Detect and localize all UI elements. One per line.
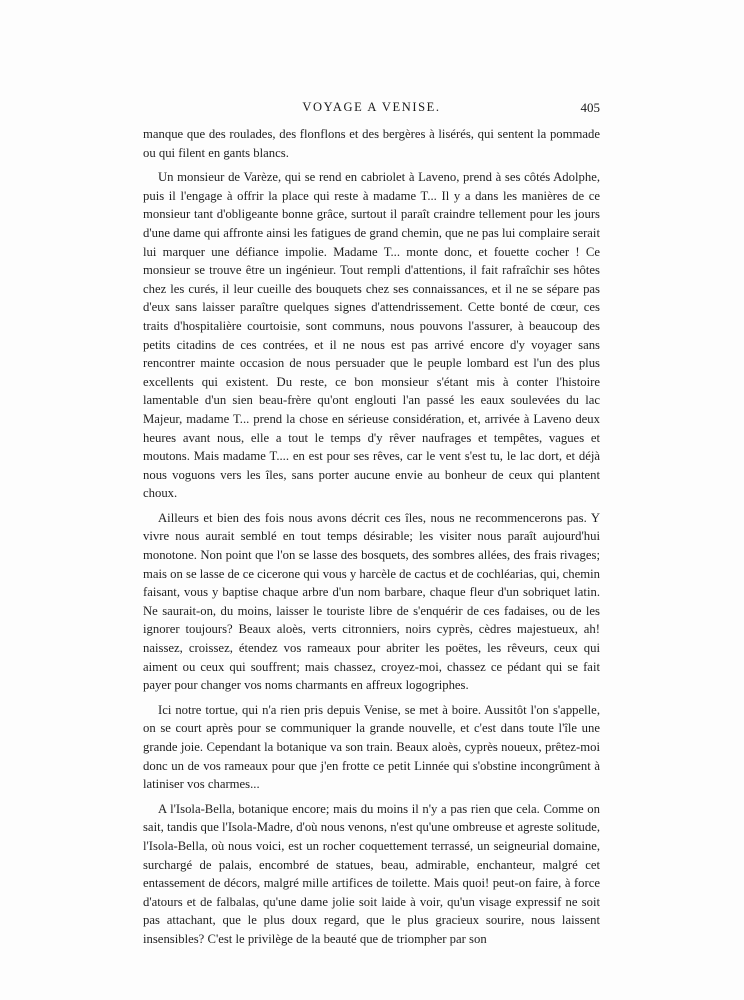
paragraph: Ici notre tortue, qui n'a rien pris depuis Venise, se met à boire. Aussitôt l'on s'appelle, on se court après pour se communiquer la grande nouvelle, et c'est dans toute l'île une grande joie. Cependant la botanique va son train. Beaux aloès, cyprès noueux, prêtez-moi donc un de vos rameaux pour que j'en frotte ce petit Linnée qui s'obstine incongrûment à latiniser vos charmes... — [143, 702, 600, 792]
running-title: VOYAGE A VENISE. — [302, 100, 441, 114]
paragraph: A l'Isola-Bella, botanique encore; mais du moins il n'y a pas rien que cela. Comme on sait, tandis que l'Isola-Madre, d'où nous venons, n'est qu'une ombreuse et agreste solitude, l'Isola-Bella, où nous voici, est un rocher coquettement terrassé, un seigneurial domaine, surchargé de palais, encombré de statues, beau, admirable, enchanteur, malgré cet entassement de décors, malgré mille artifices de toilette. Mais quoi! peut-on faire, à force d'atours et de falbalas, qu'une dame jolie soit laide à voir, qu'un visage expressif ne soit pas attachant, que le plus doux regard, que le plus gracieux sourire, nous laissent insensibles? C'est le privilège de la beauté que de triompher par son — [143, 801, 600, 946]
paragraph: Ailleurs et bien des fois nous avons décrit ces îles, nous ne recommencerons pas. Y vivre nous aurait semblé en tout temps désirable; les visiter nous paraît aujourd'hui monotone. Non point que l'on se lasse des bosquets, des sombres allées, des frais rivages; mais on se lasse de ce cicerone qui vous y harcèle de cactus et de cochléarias, qui, chemin faisant, vous y baptise chaque arbre d'un nom barbare, chaque fleur d'un sobriquet latin. Ne saurait-on, du moins, laisser le touriste libre de s'enquérir de ces fadaises, ou de les ignorer toujours? Beaux aloès, verts citronniers, noirs cyprès, cèdres majestueux, ah! naissez, croissez, étendez vos rameaux pour abriter les poëtes, les rêveurs, ceux qui aiment ou ceux qui souffrent; mais chassez, croyez-moi, chassez ce pédant qui se fait payer pour changer vos noms charmants en affreux logogriphes. — [143, 510, 600, 693]
body-text — [143, 125, 600, 955]
paragraph-continued: manque que des roulades, des flonflons et des bergères à lisérés, qui sentent la pommade ou qui filent en gants blancs. — [143, 127, 600, 160]
paragraph: Un monsieur de Varèze, qui se rend en cabriolet à Laveno, prend à ses côtés Adolphe, puis il l'engage à offrir la place qui reste à madame T... Il y a dans les manières de ce monsieur tant d'obligeante bonne grâce, surtout il paraît craindre tellement pour les jours d'une dame qui affronte ainsi les fatigues de grand chemin, que ne pas lui complaire serait lui marquer une défiance impolie. Madame T... monte donc, et fouette cocher ! Ce monsieur se trouve être un ingénieur. Tout rempli d'attentions, il fait rafraîchir ses hôtes chez les curés, il leur cueille des bouquets chez ses connaissances, et il ne se sépare pas d'eux sans laisser paraître quelques signes d'attendrissement. Cette bonté de cœur, ces traits d'hospitalière courtoisie, sont communs, nous pouvons l'assurer, à beaucoup des petits citadins de ces contrées, et il ne nous est pas arrivé encore d'y voyager sans rencontrer mainte occasion de nous persuader que le peuple lombard est l'un des plus excellents qui existent. Du reste, ce bon monsieur s'étant mis à conter l'histoire lamentable d'un sien beau-frère qu'ont englouti l'an passé les eaux soulevées du lac Majeur, madame T... prend la chose en sérieuse considération, et, arrivée à Laveno deux heures avant nous, elle a tout le temps d'y rêver naufrages et tempêtes, vagues et moutons. Mais madame T.... en est pour ses rêves, car le vent s'est tu, le lac dort, et déjà nous voguons vers les îles, sans porter aucune envie au bonheur de ceux qui plantent choux. — [143, 170, 600, 501]
page-number: 405 — [580, 100, 600, 115]
page-header — [143, 100, 600, 120]
